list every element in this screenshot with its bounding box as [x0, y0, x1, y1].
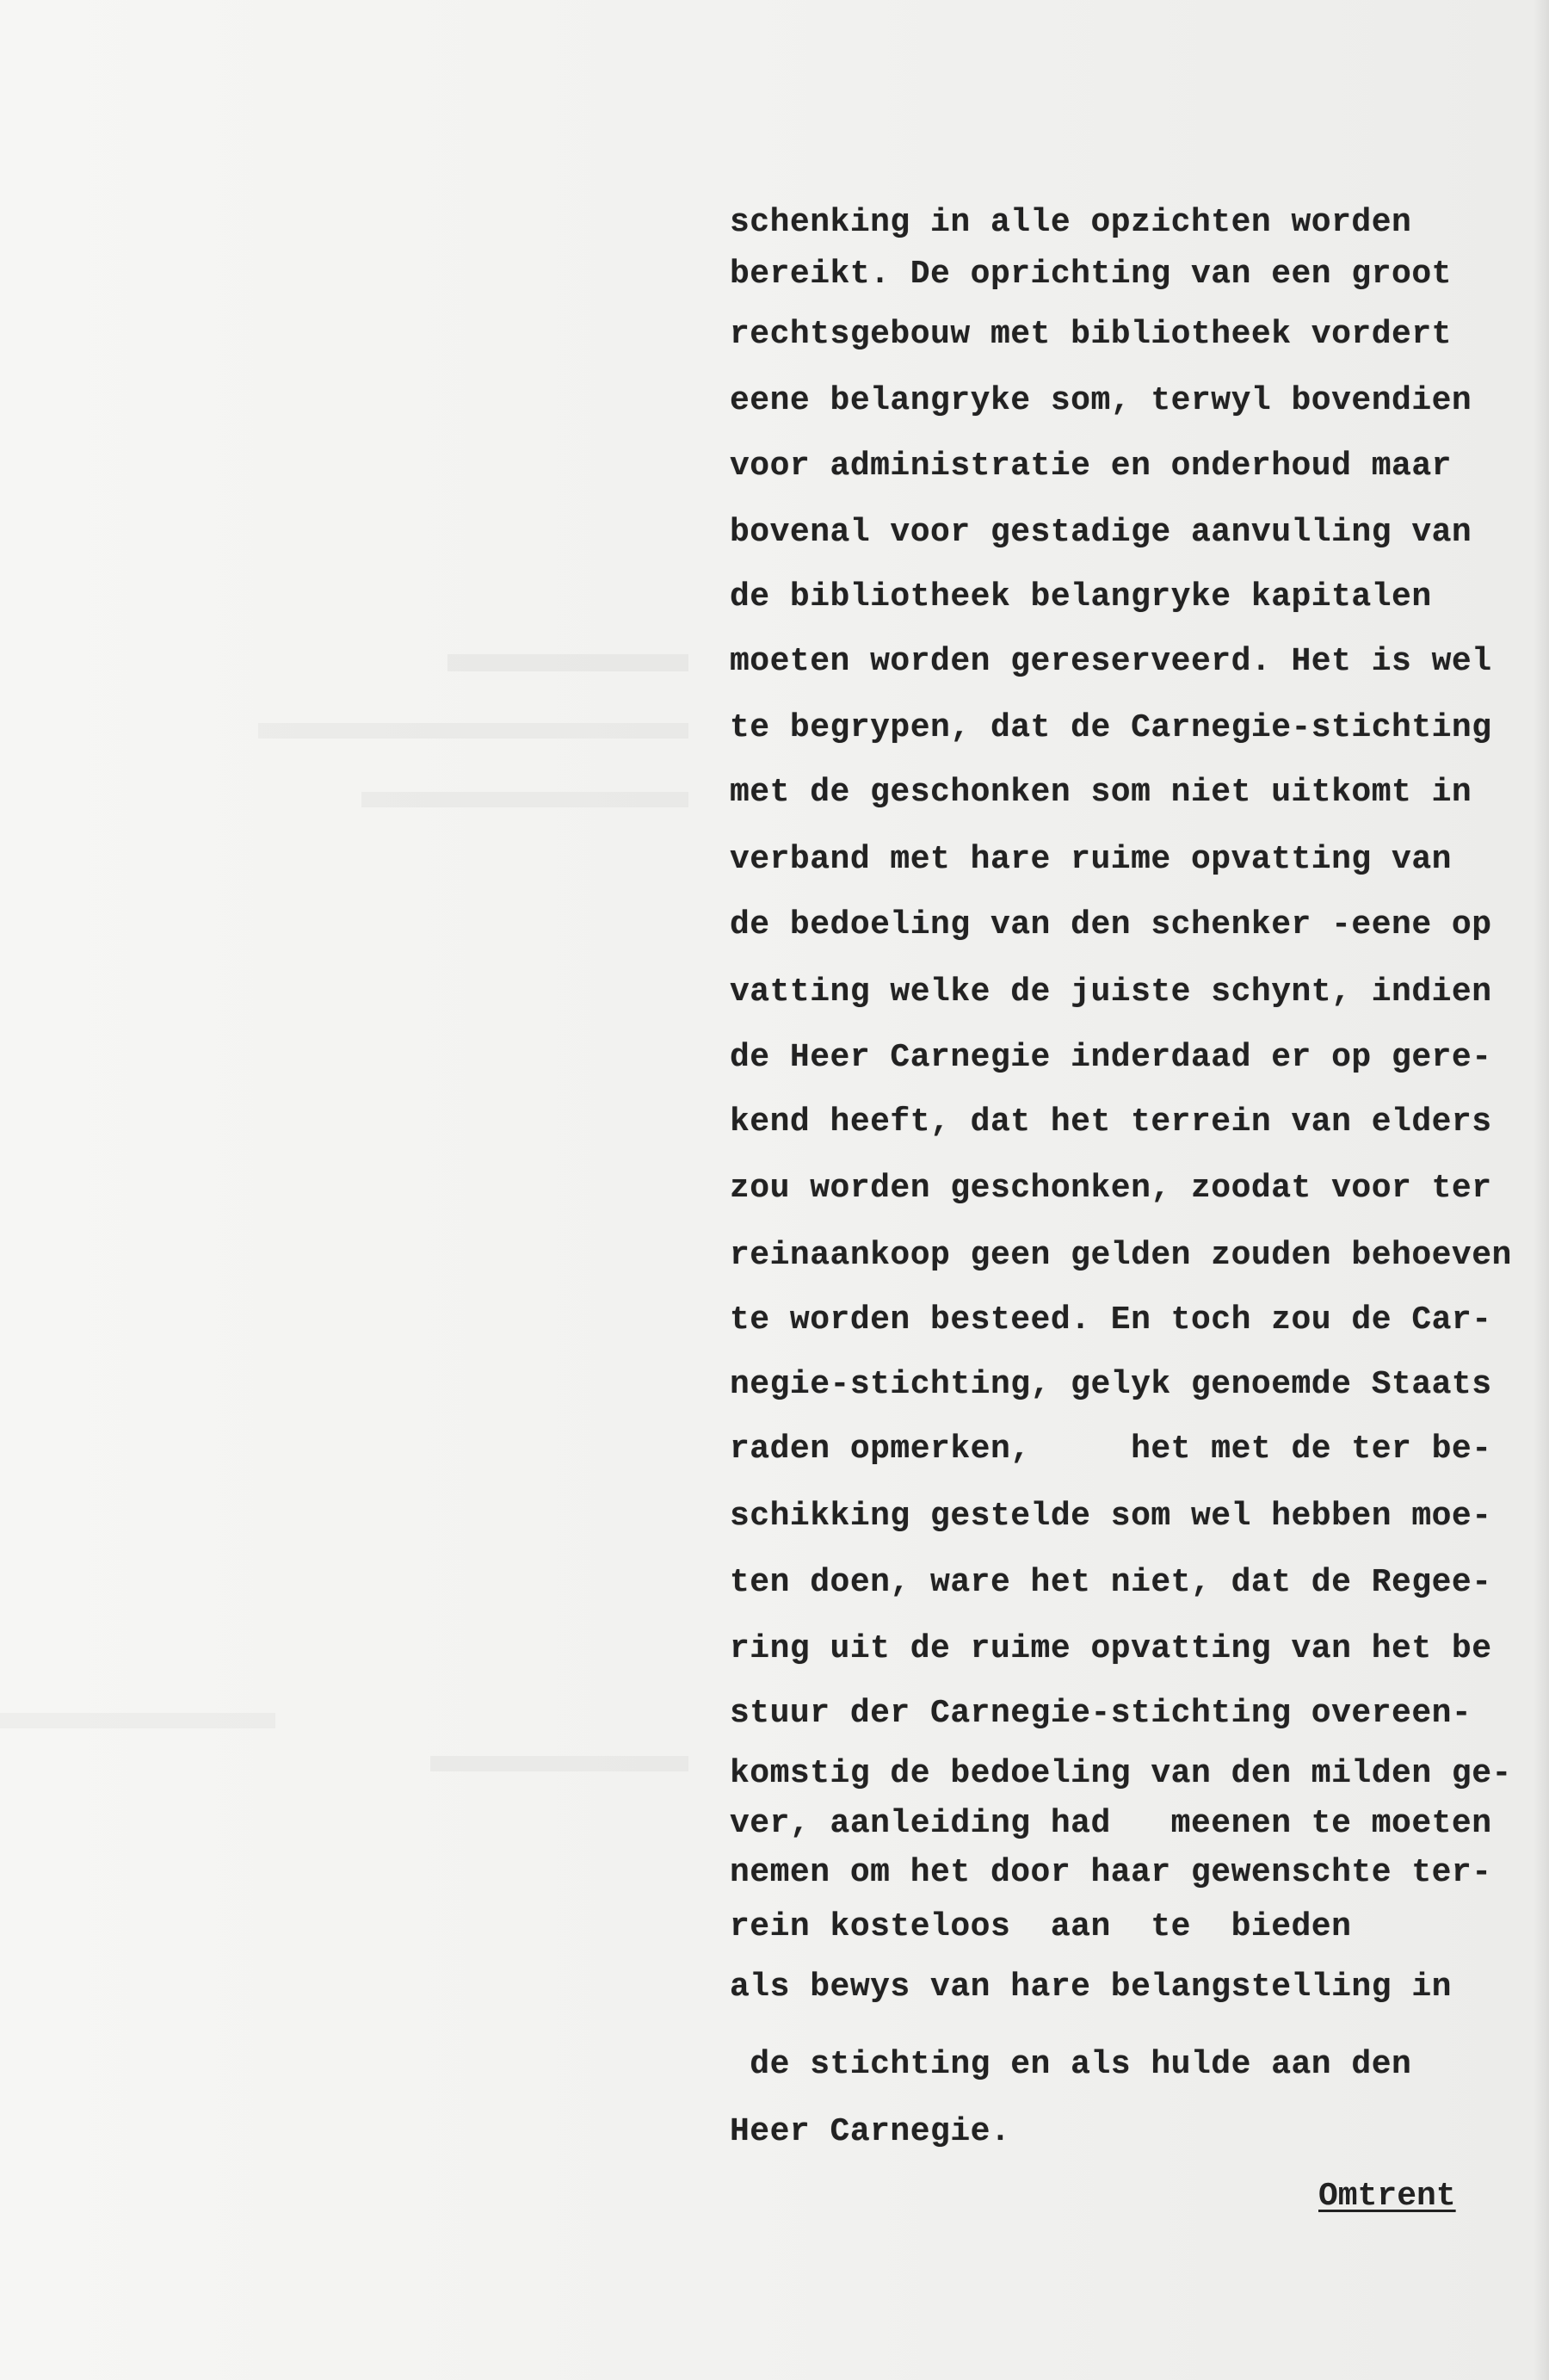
text-line: te worden besteed. En toch zou de Car-: [730, 1301, 1492, 1338]
catchword: Omtrent: [1318, 2178, 1456, 2215]
text-line: reinaankoop geen gelden zouden behoeven: [730, 1237, 1512, 1274]
text-line: schikking gestelde som wel hebben moe-: [730, 1498, 1492, 1535]
text-line: als bewys van hare belangstelling in: [730, 1969, 1452, 2006]
bleed-through-shadow: [0, 1713, 275, 1728]
text-line: vatting welke de juiste schynt, indien: [730, 974, 1492, 1011]
text-line: rechtsgebouw met bibliotheek vordert: [730, 316, 1452, 353]
bleed-through-shadow: [258, 723, 688, 739]
text-line: de bibliotheek belangryke kapitalen: [730, 578, 1432, 615]
text-line: te begrypen, dat de Carnegie-stichting: [730, 709, 1492, 746]
text-line: schenking in alle opzichten worden: [730, 204, 1412, 241]
text-line: moeten worden gereserveerd. Het is wel: [730, 643, 1492, 680]
text-line: raden opmerken, het met de ter be-: [730, 1431, 1492, 1468]
text-line: met de geschonken som niet uitkomt in: [730, 774, 1472, 811]
page-edge-shadow: [1534, 0, 1549, 2380]
text-line: komstig de bedoeling van den milden ge-: [730, 1755, 1512, 1792]
bleed-through-shadow: [430, 1756, 688, 1771]
text-line: de bedoeling van den schenker -eene op: [730, 906, 1492, 943]
bleed-through-shadow: [447, 654, 688, 671]
text-line: nemen om het door haar gewenschte ter-: [730, 1854, 1492, 1891]
text-line: zou worden geschonken, zoodat voor ter: [730, 1170, 1492, 1207]
text-line: de stichting en als hulde aan den: [730, 2046, 1412, 2083]
text-line: ten doen, ware het niet, dat de Regee-: [730, 1564, 1492, 1601]
text-line: verband met hare ruime opvatting van: [730, 841, 1452, 878]
text-line: ver, aanleiding had meenen te moeten: [730, 1805, 1492, 1842]
text-line: kend heeft, dat het terrein van elders: [730, 1103, 1492, 1141]
text-line: bereikt. De oprichting van een groot: [730, 256, 1452, 293]
text-line: Heer Carnegie.: [730, 2113, 1011, 2150]
bleed-through-shadow: [361, 792, 688, 807]
text-line: negie-stichting, gelyk genoemde Staats: [730, 1366, 1492, 1403]
text-line: ring uit de ruime opvatting van het be: [730, 1630, 1492, 1667]
text-line: stuur der Carnegie-stichting overeen-: [730, 1695, 1472, 1732]
text-line: rein kosteloos aan te bieden: [730, 1908, 1352, 1945]
text-line: de Heer Carnegie inderdaad er op gere-: [730, 1039, 1492, 1076]
text-line: voor administratie en onderhoud maar: [730, 448, 1452, 485]
text-line: eene belangryke som, terwyl bovendien: [730, 382, 1472, 419]
text-line: bovenal voor gestadige aanvulling van: [730, 514, 1472, 551]
